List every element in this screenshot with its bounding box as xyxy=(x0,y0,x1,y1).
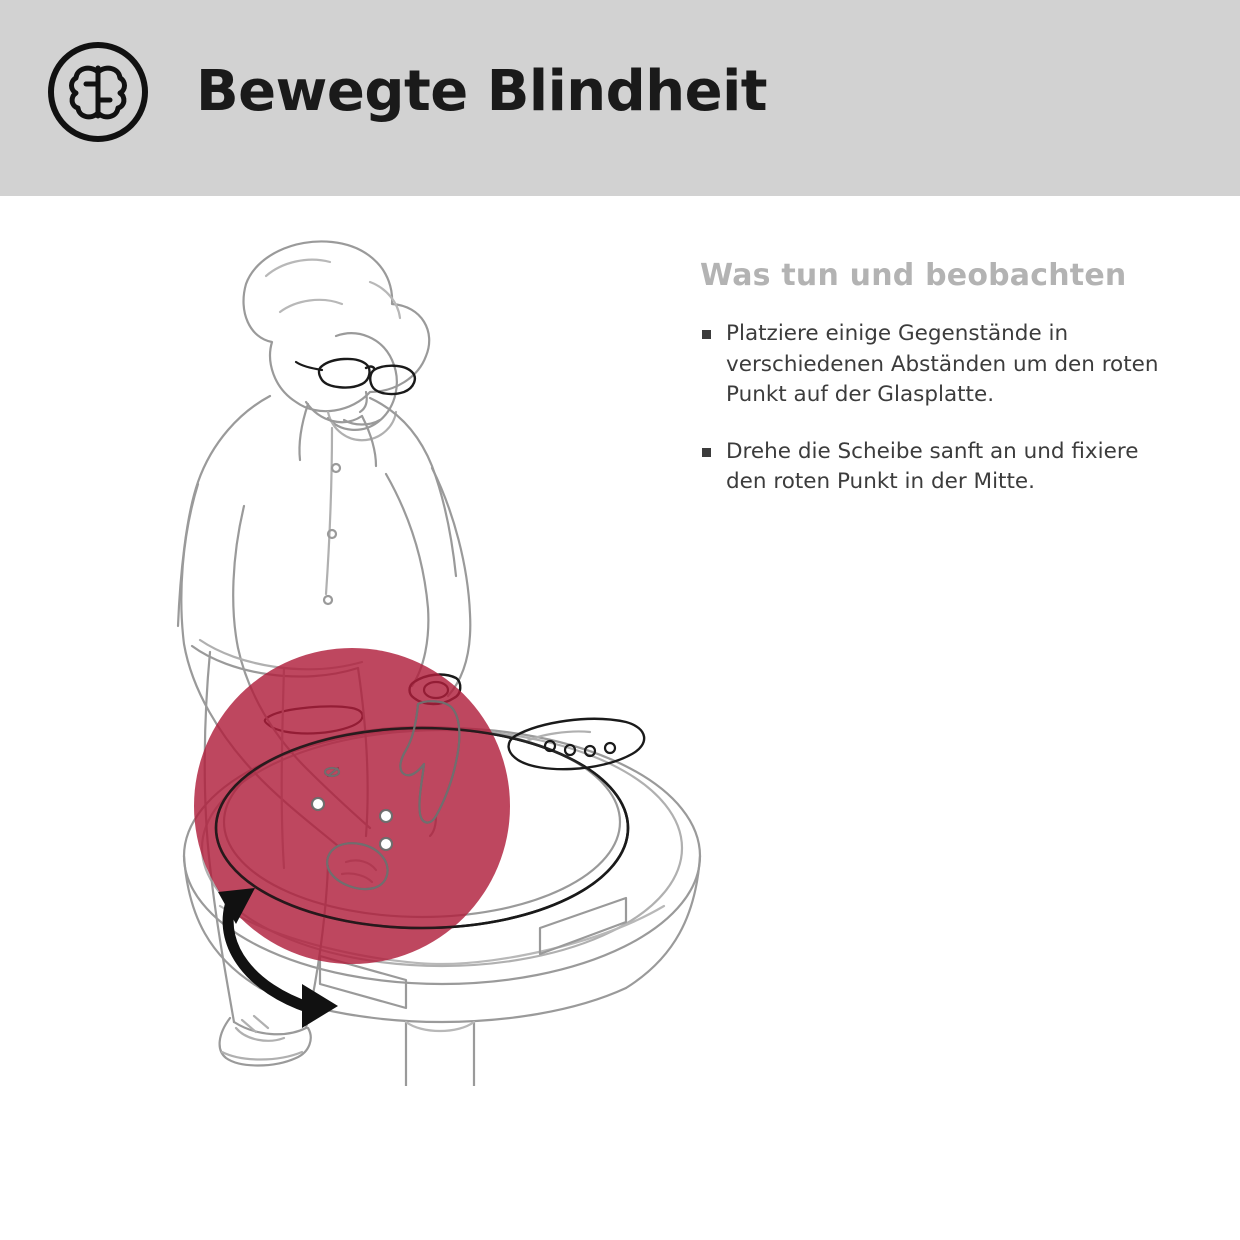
list-item xyxy=(700,437,1170,498)
brain-logo-icon xyxy=(46,40,150,144)
red-field-overlay xyxy=(194,648,510,964)
list-item-text: Drehe die Scheibe sanft an und fixiere den roten Punkt in der Mitte. xyxy=(726,438,1139,495)
instructions-title: Was tun und beobachten xyxy=(700,258,1127,293)
page-header xyxy=(0,0,1240,196)
header-inner xyxy=(46,40,767,144)
list-item xyxy=(700,319,1170,411)
list-item-text: Platziere einige Gegenstände in verschiedenen Abständen um den roten Punkt auf der Glasplatte. xyxy=(726,321,1159,408)
page-title: Bewegte Blindheit xyxy=(196,59,768,124)
bullet-square-icon xyxy=(702,448,711,457)
instructions-panel xyxy=(700,258,1170,498)
bullet-square-icon xyxy=(702,330,711,339)
person-spinning-glass-disc-illustration xyxy=(70,216,770,1086)
content-area xyxy=(0,196,1240,1240)
instructions-list xyxy=(700,319,1170,498)
